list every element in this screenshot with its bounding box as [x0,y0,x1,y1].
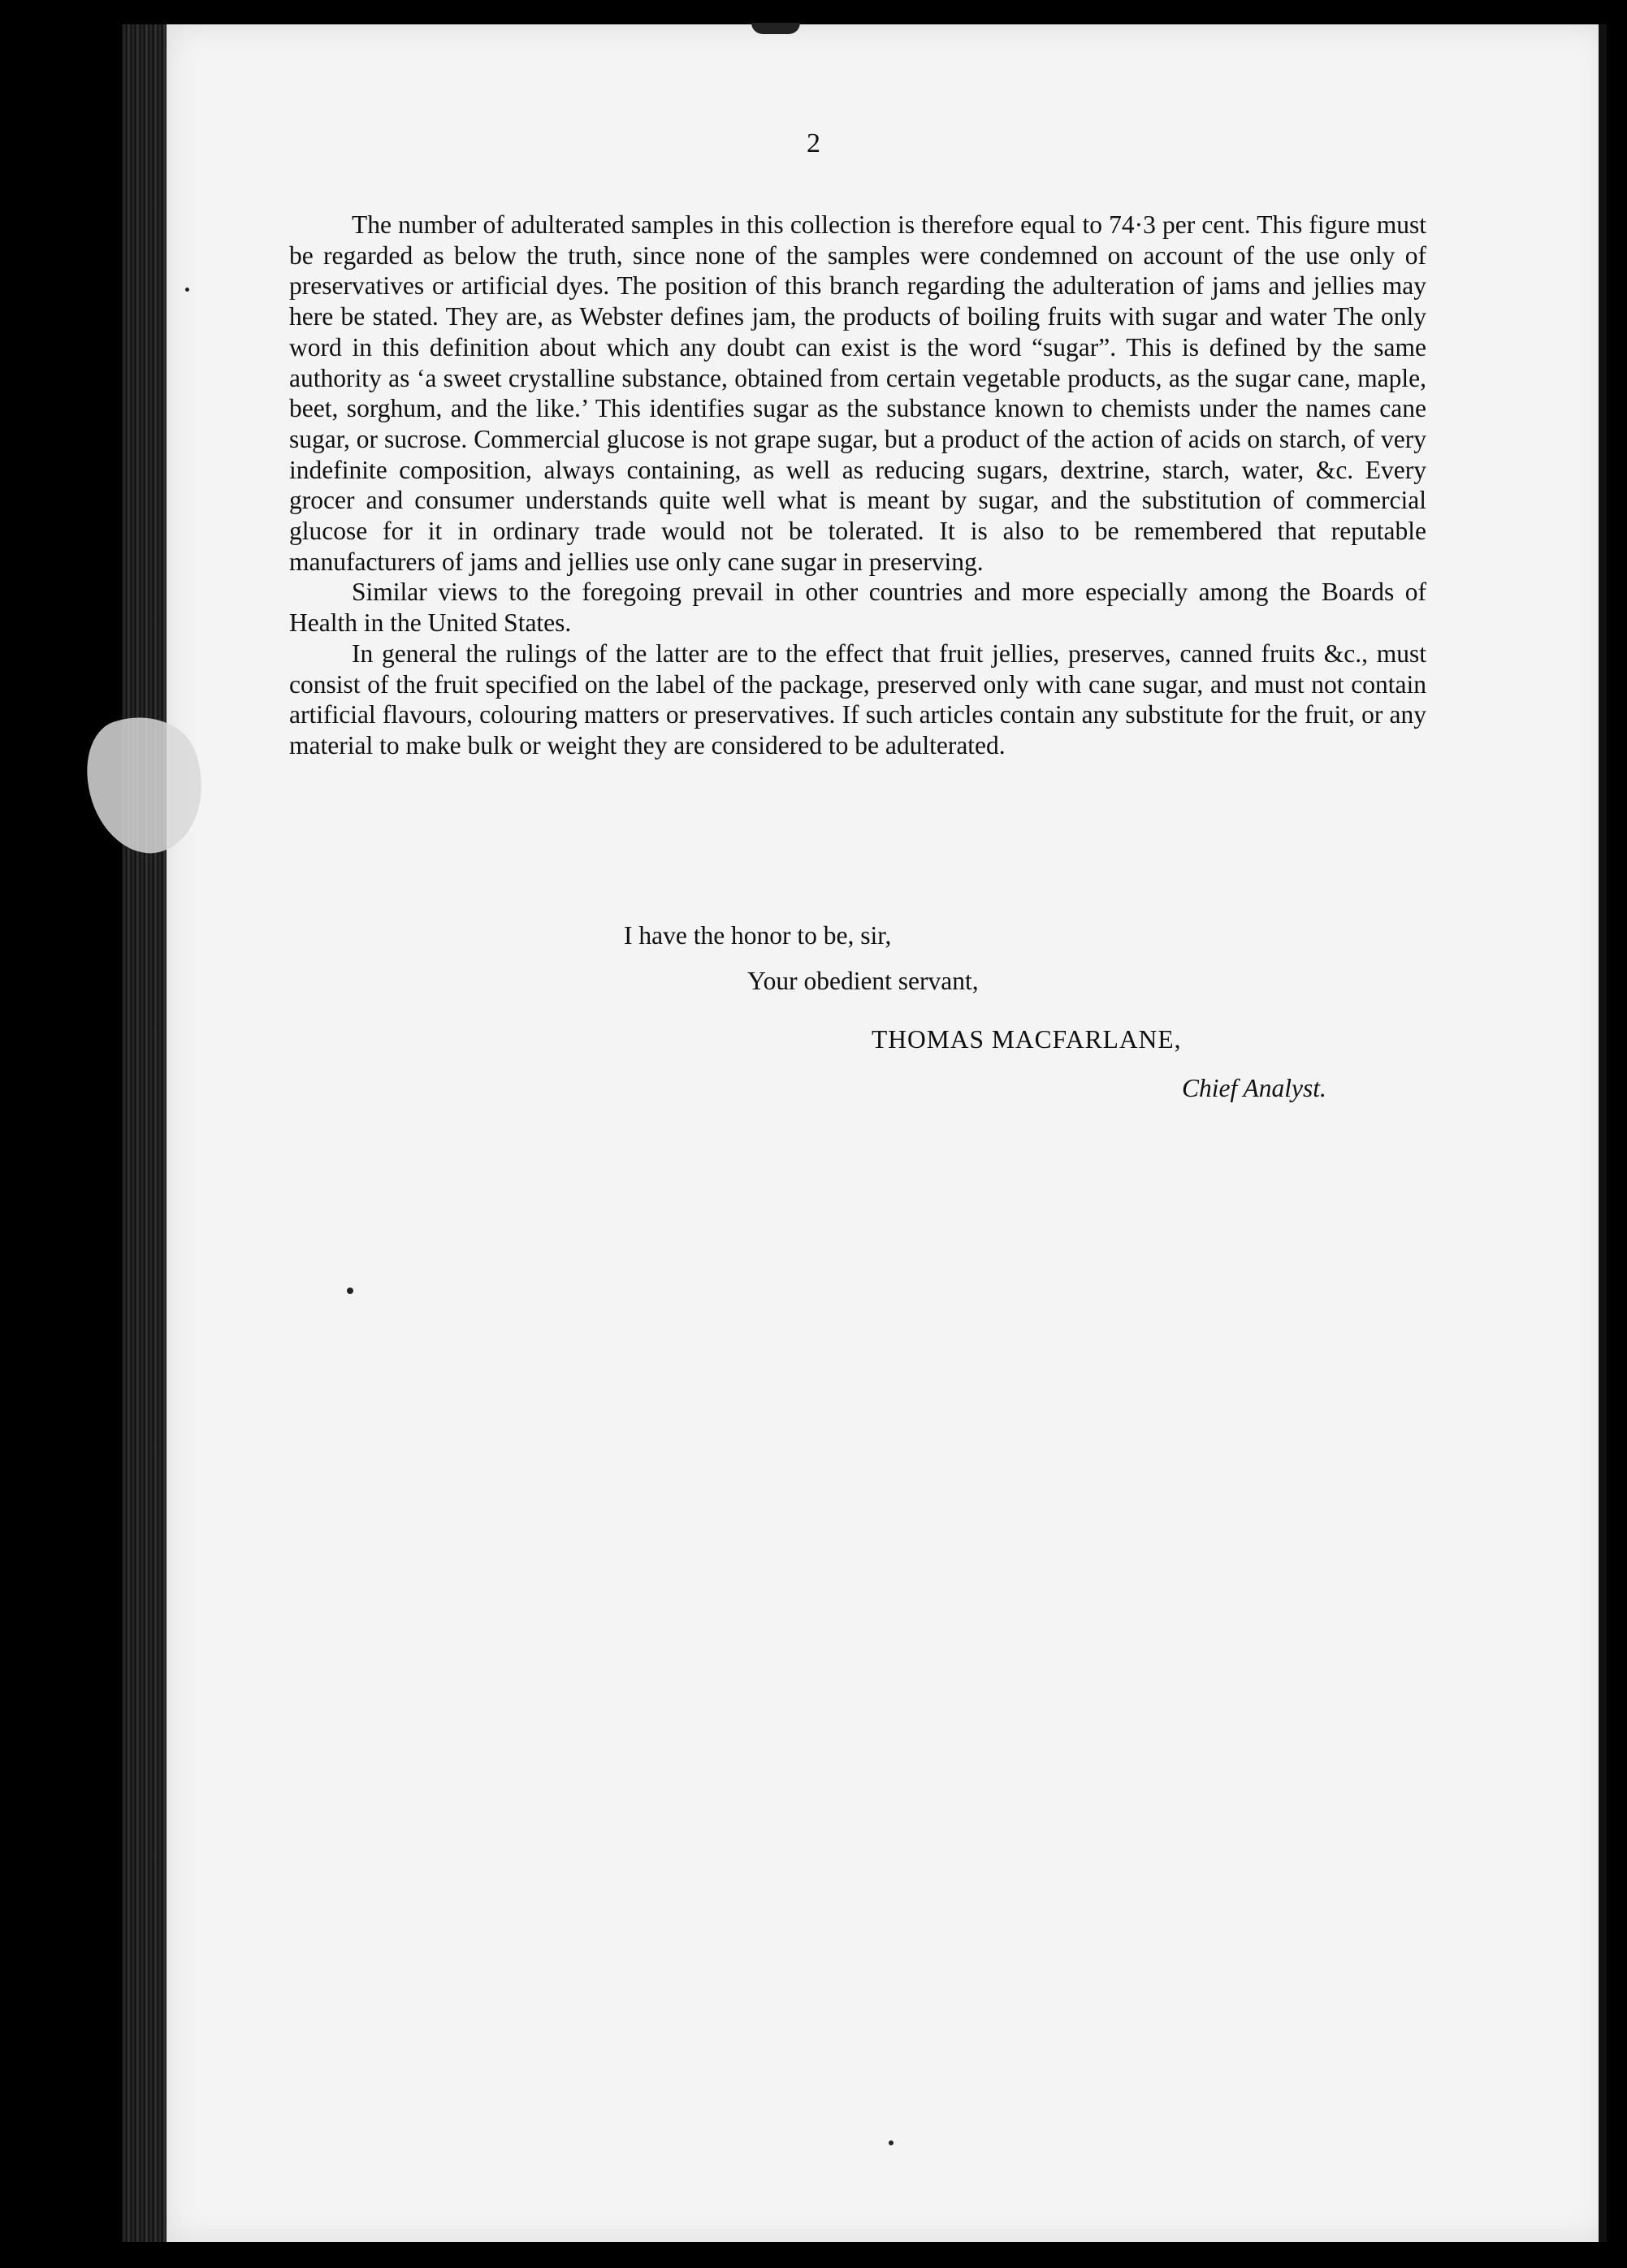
letter-body [289,210,1426,761]
closing-servant: Your obedient servant, [747,967,979,995]
paragraph-adulteration: The number of adulterated samples in this collection is therefore equal to 74·3 per cent. This figure must be regarded as below the truth, since none of the samples were condemned on account of the use only of preservatives or artificial dyes. The position of this branch regarding the adulteration of jams and jellies may here be stated. They are, as Webster defines jam, the products of boiling fruits with sugar and water The only word in this definition about which any doubt can exist is the word “sugar”. This is defined by the same authority as ‘a sweet crystalline substance, obtained from certain vegetable products, as the sugar cane, maple, beet, sorghum, and the like.’ This identifies sugar as the substance known to chemists under the names cane sugar, or sucrose. Commercial glucose is not grape sugar, but a product of the action of acids on starch, of very indefinite composition, always containing, as well as reducing sugars, dextrine, starch, water, &c. Every grocer and consumer understands quite well what is meant by sugar, and the substitution of commercial glucose for it in ordinary trade would not be tolerated. It is also to be remembered that reputable manufacturers of jams and jellies use only cane sugar in preserving. [289,210,1426,576]
page-number: 2 [807,128,820,158]
book-binding-edge [122,24,171,2242]
stray-mark [889,2140,894,2145]
signature-title: Chief Analyst. [1182,1074,1326,1102]
top-scan-mark [751,23,800,34]
stray-mark [347,1288,353,1294]
closing-salutation: I have the honor to be, sir, [624,921,892,950]
page-right-edge [1599,24,1607,2242]
signature-name: THOMAS MACFARLANE, [872,1025,1182,1054]
stray-mark [185,288,189,292]
paragraph-rulings: In general the rulings of the latter are to the effect that fruit jellies, preserves, canned fruits &c., must consist of the fruit specified on the label of the package, preserved only with cane sugar, and must not contain artificial flavours, colouring matters or preservatives. If such articles contain any substitute for the fruit, or any material to make bulk or weight they are considered to be adulterated. [289,638,1426,760]
scan-right-margin [1607,0,1627,2268]
paragraph-similar-views: Similar views to the foregoing prevail in other countries and more especially among the Boards of Health in the United States. [289,578,1426,638]
